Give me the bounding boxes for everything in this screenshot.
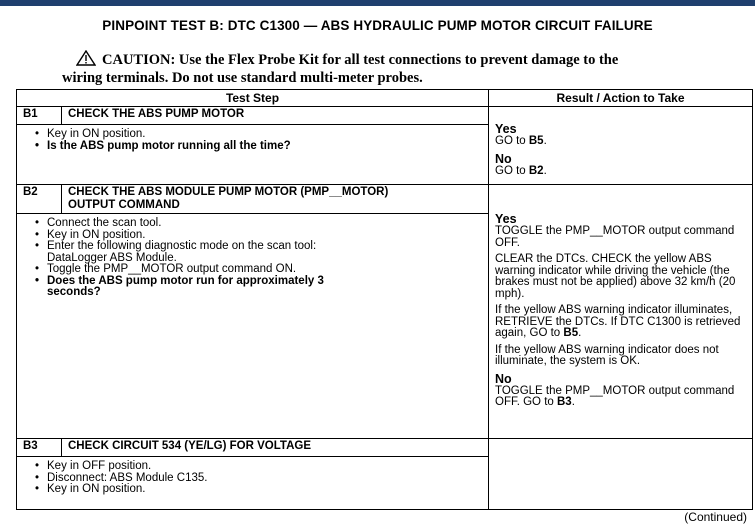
action-list: [35, 129, 488, 152]
step-b2-result: [489, 185, 753, 439]
action-question: [35, 276, 488, 299]
action-question-text: Does the ABS pump motor run for approximately 3: [47, 274, 324, 287]
continued-note: (Continued): [684, 510, 747, 524]
no-action-end: .: [571, 396, 575, 408]
step-b3-result: [489, 439, 753, 510]
step-b3-title-row: [17, 439, 753, 457]
action-item-continuation: DataLogger ABS Module.: [47, 251, 177, 264]
table-header-row: [17, 90, 753, 107]
step-id: B2: [17, 185, 62, 214]
no-label: No: [495, 151, 512, 166]
action-item: • Key in OFF position.: [35, 461, 488, 473]
action-item: • Connect the scan tool.: [35, 218, 488, 230]
no-action-end: .: [543, 164, 547, 177]
yes-paragraph-3-text: If the yellow ABS warning indicator illuminates, RETRIEVE the DTCs. If DTC C1300 is retrieved again, GO to: [495, 304, 741, 339]
action-item-text: Enter the following diagnostic mode on the scan tool:: [47, 240, 317, 252]
yes-action-end: .: [543, 135, 547, 147]
caution-line-1: [62, 50, 742, 70]
header-result-action: Result / Action to Take: [489, 90, 753, 107]
action-question: • Is the ABS pump motor running all the time?: [35, 141, 488, 153]
yes-label: Yes: [495, 122, 517, 136]
action-item: • Key in ON position.: [35, 129, 488, 141]
yes-paragraph-4: If the yellow ABS warning indicator does not illuminate, the system is OK.: [495, 343, 719, 367]
no-action-text: TOGGLE the PMP__MOTOR output command OFF. GO to: [495, 384, 735, 408]
step-ref-link: B5: [563, 327, 579, 339]
step-title: [62, 185, 489, 214]
yes-block: [495, 123, 748, 148]
step-b3-actions: [17, 457, 489, 510]
step-ref-link: B2: [528, 164, 544, 177]
yes-paragraph-3: [495, 305, 748, 340]
yes-paragraph-3-end: .: [578, 327, 582, 339]
action-list: [35, 461, 488, 496]
no-action: [495, 386, 748, 409]
action-item: • Disconnect: ABS Module C135.: [35, 473, 488, 485]
no-block: [495, 153, 748, 178]
caution-text-1: CAUTION: Use the Flex Probe Kit for all test connections to prevent damage to the: [102, 52, 619, 68]
step-b1-title-row: [17, 107, 753, 125]
document-page: [0, 6, 755, 530]
action-list: [35, 218, 488, 299]
step-ref-link: B5: [528, 135, 544, 147]
yes-action: TOGGLE the PMP__MOTOR output command OFF.: [495, 225, 735, 249]
test-steps-table: [16, 89, 753, 510]
action-item: [35, 241, 488, 264]
yes-action-text: GO to: [495, 135, 529, 147]
action-item: • Key in ON position.: [35, 230, 488, 242]
step-id: B3: [17, 439, 62, 457]
step-title: CHECK THE ABS PUMP MOTOR: [62, 107, 489, 125]
step-id: B1: [17, 107, 62, 125]
action-question-continuation: seconds?: [47, 286, 101, 298]
caution-line-2: wiring terminals. Do not use standard multi-meter probes.: [62, 70, 423, 86]
step-b1-result: [489, 107, 753, 185]
no-action-text: GO to: [495, 164, 529, 177]
no-label: No: [495, 371, 512, 386]
yes-paragraph-2: CLEAR the DTCs. CHECK the yellow ABS warning indicator while driving the vehicle (the brakes must not be applied) above 32 km/h (20 mph).: [495, 253, 736, 300]
header-test-step: Test Step: [17, 90, 489, 107]
step-b2-actions: [17, 214, 489, 439]
step-b1-actions: [17, 125, 489, 185]
no-action: [495, 166, 748, 178]
caution-note: [62, 50, 742, 86]
step-b2-title-row: [17, 185, 753, 214]
yes-action: [495, 136, 748, 148]
action-item: • Key in ON position.: [35, 484, 488, 496]
step-title: CHECK CIRCUIT 534 (YE/LG) FOR VOLTAGE: [62, 439, 489, 457]
page-title: PINPOINT TEST B: DTC C1300 — ABS HYDRAULIC PUMP MOTOR CIRCUIT FAILURE: [102, 18, 653, 33]
action-item: • Toggle the PMP__MOTOR output command ON.: [35, 264, 488, 276]
step-title-line-1: CHECK THE ABS MODULE PUMP MOTOR (PMP__MOTOR): [68, 186, 389, 198]
step-ref-link: B3: [556, 396, 572, 408]
yes-label: Yes: [495, 212, 517, 226]
step-title-line-2: OUTPUT COMMAND: [68, 199, 180, 211]
warning-triangle-icon: [76, 50, 96, 70]
